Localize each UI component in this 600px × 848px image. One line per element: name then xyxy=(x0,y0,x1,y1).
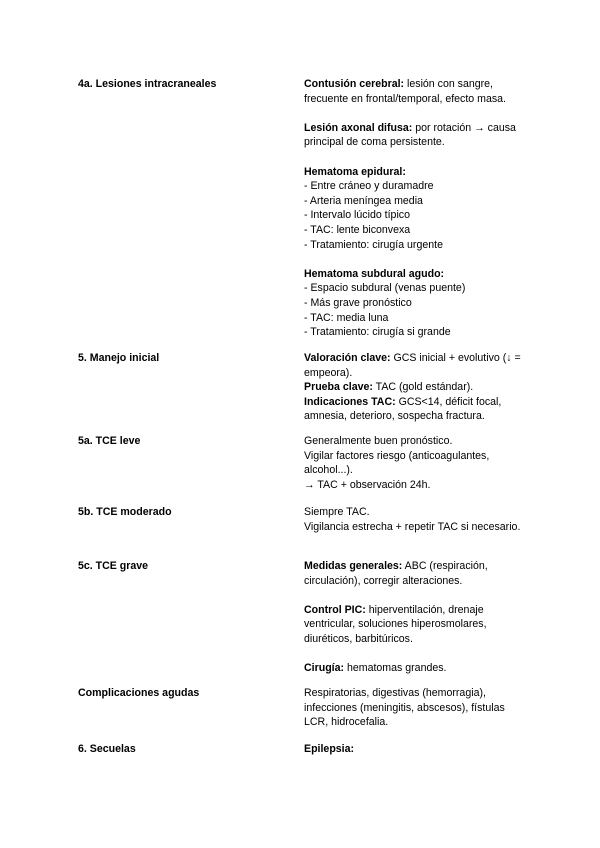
section-label: 5. Manejo inicial xyxy=(78,352,160,364)
section-content xyxy=(304,505,526,534)
cirugia-block: Cirugía: hematomas grandes. xyxy=(304,662,447,675)
section-label: 5b. TCE moderado xyxy=(78,506,172,518)
epidural-block: Hematoma epidural: - Entre cráneo y duramadre - Arteria meníngea media - Intervalo lúcido típico - TAC: lente biconvexa - Tratamiento: cirugía urgente xyxy=(304,165,443,251)
prueba-block: Prueba clave: TAC (gold estándar). xyxy=(304,381,474,394)
tce-leve-block: Generalmente buen pronóstico. Vigilar factores riesgo (anticoagulantes, alcohol...). → TAC + observación 24h. xyxy=(304,435,490,491)
complicaciones-block: Respiratorias, digestivas (hemorragia), infecciones (meningitis, abscesos), fístulas LCR, hidrocefalia. xyxy=(304,687,505,729)
section-label: 5a. TCE leve xyxy=(78,435,141,447)
subdural-block: Hematoma subdural agudo: - Espacio subdural (venas puente) - Más grave pronóstico - TAC: media luna - Tratamiento: cirugía si grande xyxy=(304,267,466,339)
section-label: 6. Secuelas xyxy=(78,743,136,755)
control-pic-block: Control PIC: hiperventilación, drenaje ventricular, soluciones hiperosmolares, diuréticos, barbitúricos. xyxy=(304,603,487,645)
epilepsia-block: Epilepsia: xyxy=(304,743,355,755)
contusion-block: Contusión cerebral: lesión con sangre, frecuente en frontal/temporal, efecto masa. xyxy=(304,78,506,105)
section-content xyxy=(304,559,526,676)
indicaciones-block: Indicaciones TAC: GCS<14, déficit focal, amnesia, deterioro, sospecha fractura. xyxy=(304,395,502,423)
tce-moderado-block: Siempre TAC. Vigilancia estrecha + repetir TAC si necesario. xyxy=(304,506,521,533)
valoracion-block: Valoración clave: GCS inicial + evolutivo (↓ = empeora). xyxy=(304,352,521,379)
section-label: 4a. Lesiones intracraneales xyxy=(78,78,217,90)
section-content xyxy=(304,77,526,340)
section-label: 5c. TCE grave xyxy=(78,560,149,572)
section-content xyxy=(304,434,526,492)
section-content xyxy=(304,742,526,757)
section-content xyxy=(304,686,526,730)
section-content xyxy=(304,351,526,424)
section-label: Complicaciones agudas xyxy=(78,687,200,699)
medidas-block: Medidas generales: ABC (respiración, circulación), corregir alteraciones. xyxy=(304,560,488,587)
axonal-block: Lesión axonal difusa: por rotación → causa principal de coma persistente. xyxy=(304,121,516,149)
